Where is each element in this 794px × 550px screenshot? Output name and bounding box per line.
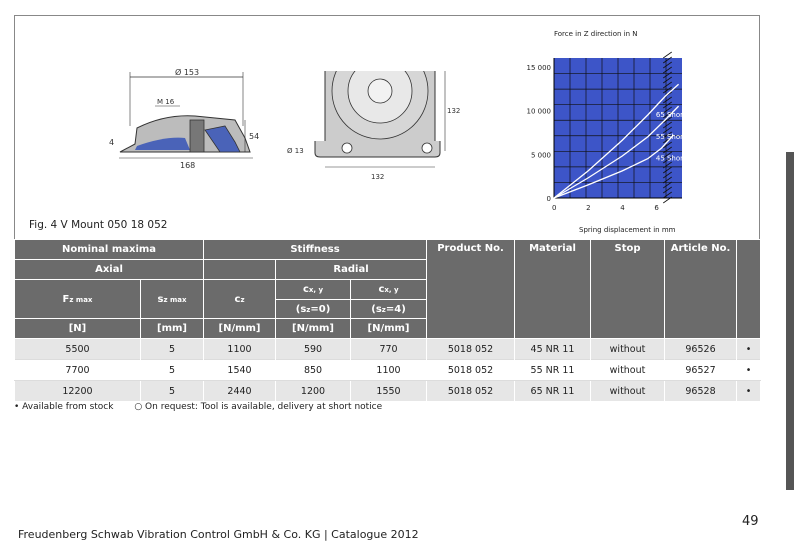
footer: Freudenberg Schwab Vibration Control GmbH & Co. KG | Catalogue 2012 [18, 528, 419, 541]
dim-width: 132 [371, 173, 385, 181]
x-tick-label: 2 [586, 204, 591, 212]
unit-cz: [N/mm] [204, 319, 276, 339]
header-radial: Radial [276, 260, 427, 280]
figure-caption: Fig. 4 V Mount 050 18 052 [29, 219, 168, 231]
x-tick-label: 6 [654, 204, 659, 212]
col-sz: sz max [141, 280, 204, 319]
page-number: 49 [742, 514, 759, 529]
y-tick-label: 0 [546, 195, 551, 203]
header-stiffness: Stiffness [204, 240, 427, 260]
x-tick-label: 0 [552, 204, 557, 212]
dim-thread: M 16 [157, 98, 175, 106]
unit-mm: [mm] [141, 319, 204, 339]
spec-table [14, 239, 761, 401]
header-nominal: Nominal maxima [15, 240, 204, 260]
col-cz: cz [204, 280, 276, 319]
unit-cxy0: [N/mm] [276, 319, 351, 339]
dim-hole: Ø 13 [287, 147, 304, 155]
hatch-line [663, 52, 672, 58]
series-label: 55 Shore [655, 132, 688, 141]
dim-diameter: Ø 153 [175, 68, 200, 77]
col-cxy-b: cx, y [351, 280, 427, 300]
y-tick-label: 10 000 [526, 107, 551, 116]
dim-height: 132 [447, 107, 461, 115]
header-blank [204, 260, 276, 280]
header-article: Article No. [665, 240, 737, 339]
x-tick-label: 4 [620, 204, 625, 212]
series-label: 45 Shore [655, 154, 688, 163]
col-cxy-a: cx, y [276, 280, 351, 300]
table-row: 7700 5 1540 850 1100 5018 052 55 NR 11 without 96527 • [15, 360, 761, 381]
dim-height-left: 4 [109, 138, 115, 147]
legend-request: ○ On request: Tool is available, delivery at short notice [134, 402, 383, 412]
chart-title: Force in Z direction in N [554, 30, 638, 38]
header-product: Product No. [427, 240, 515, 339]
header-stop: Stop [591, 240, 665, 339]
side-view-drawing [95, 66, 275, 171]
header-availability [737, 240, 761, 339]
table-row: 5500 5 1100 590 770 5018 052 45 NR 11 without 96526 • [15, 339, 761, 360]
dim-width: 168 [180, 161, 196, 170]
table-row: 12200 5 2440 1200 1550 5018 052 65 NR 11 without 96528 • [15, 381, 761, 402]
figure-box [14, 15, 760, 239]
y-tick-label: 5 000 [530, 151, 551, 160]
y-tick-label: 15 000 [526, 63, 551, 72]
scrollbar[interactable] [786, 152, 794, 490]
header-material: Material [515, 240, 591, 339]
force-displacement-chart [501, 26, 701, 236]
col-fz: Fz max [15, 280, 141, 319]
top-view-drawing [285, 71, 470, 186]
col-s0: (sz=0) [276, 300, 351, 319]
header-axial: Axial [15, 260, 204, 280]
series-label: 65 Shore [655, 110, 688, 119]
availability-legend [14, 402, 400, 412]
col-s4: (sz=4) [351, 300, 427, 319]
unit-cxy4: [N/mm] [351, 319, 427, 339]
legend-stock: • Available from stock [14, 402, 114, 412]
dim-height-right: 54 [249, 132, 260, 141]
unit-n: [N] [15, 319, 141, 339]
x-axis-label: Spring displacement in mm [579, 226, 676, 234]
